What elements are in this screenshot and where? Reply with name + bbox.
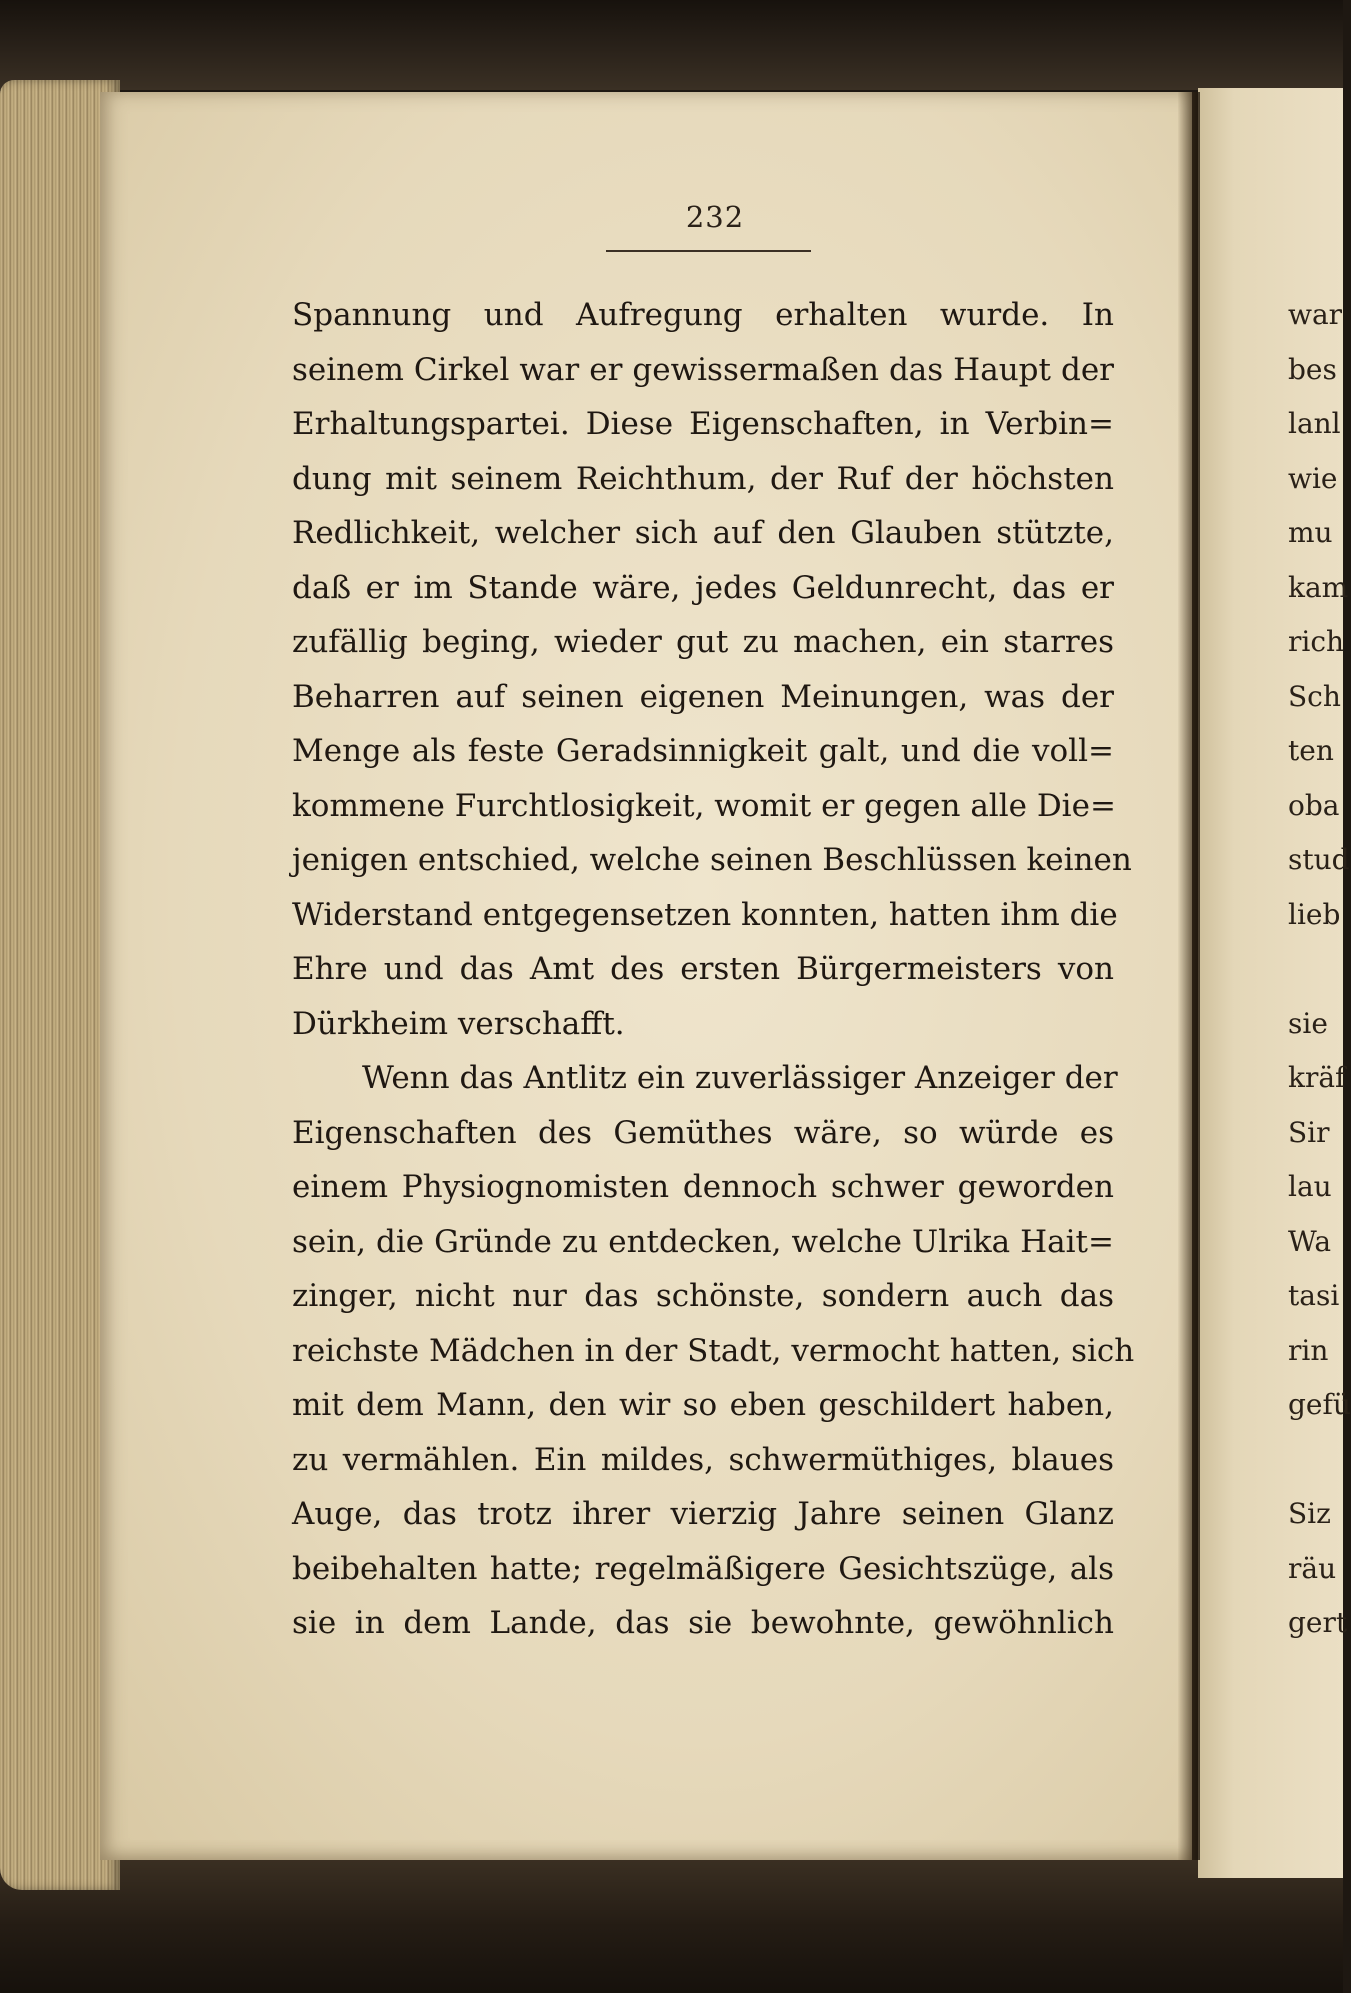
facing-fragment: lanl bbox=[1288, 407, 1341, 440]
text-line: zufällig beging, wieder gut zu machen, ein starres bbox=[292, 624, 1114, 660]
text-line: jenigen entschied, welche seinen Beschlüssen keinen bbox=[292, 842, 1132, 878]
facing-fragment: gert bbox=[1288, 1606, 1348, 1639]
text-line: daß er im Stande wäre, jedes Geldunrecht, das er bbox=[292, 569, 1114, 606]
text-line: Erhaltungspartei. Diese Eigenschaften, in Verbin= bbox=[292, 406, 1114, 442]
facing-fragment: ten bbox=[1288, 734, 1334, 767]
facing-fragment: war bbox=[1288, 298, 1343, 331]
text-line: kommene Furchtlosigkeit, womit er gegen alle Die= bbox=[292, 787, 1116, 824]
text-line: Redlichkeit, welcher sich auf den Glauben stützte, bbox=[292, 515, 1114, 551]
facing-fragment: räu bbox=[1288, 1551, 1337, 1585]
facing-fragment: rin bbox=[1288, 1333, 1329, 1367]
facing-fragment: gefü bbox=[1288, 1388, 1351, 1421]
text-line: sein, die Gründe zu entdecken, welche Ulrika Hait= bbox=[292, 1223, 1114, 1260]
facing-fragment bbox=[1288, 942, 1348, 997]
facing-page-text bbox=[1288, 288, 1351, 1651]
facing-fragment: wie bbox=[1288, 461, 1338, 495]
text-line: zinger, nicht nur das schönste, sondern auch das bbox=[292, 1278, 1114, 1314]
text-line: seinem Cirkel war er gewissermaßen das Haupt der bbox=[292, 351, 1114, 388]
text-line: Menge als feste Geradsinnigkeit galt, und die voll= bbox=[292, 733, 1114, 769]
text-line: Widerstand entgegensetzen konnten, hatten ihm die bbox=[292, 896, 1118, 933]
text-line: Wenn das Antlitz ein zuverlässiger Anzeiger der bbox=[362, 1060, 1118, 1096]
page-number: 232 bbox=[685, 200, 745, 234]
facing-fragment: Siz bbox=[1288, 1497, 1331, 1530]
facing-fragment: kräf bbox=[1288, 1061, 1346, 1094]
facing-fragment: kam bbox=[1288, 570, 1349, 604]
book-binding-bottom bbox=[0, 1860, 1343, 1993]
main-text-block bbox=[292, 288, 1135, 1651]
facing-fragment: stud bbox=[1288, 843, 1350, 876]
text-line: Dürkheim verschafft. bbox=[292, 1005, 625, 1042]
paragraph-2 bbox=[292, 1051, 1135, 1651]
header-rule bbox=[606, 250, 811, 252]
text-line: dung mit seinem Reichthum, der Ruf der höchsten bbox=[292, 460, 1114, 497]
facing-fragment: lieb bbox=[1288, 897, 1341, 931]
facing-fragment: rich bbox=[1288, 625, 1345, 658]
text-line: mit dem Mann, den wir so eben geschildert haben, bbox=[292, 1387, 1114, 1423]
facing-fragment: Wa bbox=[1288, 1224, 1332, 1258]
facing-fragment bbox=[1288, 1433, 1348, 1488]
facing-fragment: tasi bbox=[1288, 1279, 1340, 1312]
text-line: Beharren auf seinen eigenen Meinungen, was der bbox=[292, 678, 1114, 715]
paragraph-1 bbox=[292, 288, 1132, 1051]
facing-fragment: oba bbox=[1288, 788, 1340, 822]
book-binding-top bbox=[0, 0, 1343, 90]
text-line: Ehre und das Amt des ersten Bürgermeisters von bbox=[292, 951, 1114, 987]
text-line: zu vermählen. Ein mildes, schwermüthiges, blaues bbox=[292, 1441, 1114, 1478]
text-line: reichste Mädchen in der Stadt, vermocht hatten, sich bbox=[292, 1332, 1135, 1369]
facing-fragment: mu bbox=[1288, 516, 1333, 549]
text-line: Eigenschaften des Gemüthes wäre, so würde es bbox=[292, 1114, 1114, 1151]
page-gutter bbox=[1178, 92, 1200, 1860]
text-line: Auge, das trotz ihrer vierzig Jahre seinen Glanz bbox=[292, 1496, 1114, 1532]
facing-fragment: sie bbox=[1288, 1006, 1328, 1040]
text-line: Spannung und Aufregung erhalten wurde. In bbox=[292, 297, 1114, 333]
facing-fragment: lau bbox=[1288, 1170, 1332, 1203]
facing-fragment: bes bbox=[1288, 352, 1337, 386]
text-line: einem Physiognomisten dennoch schwer geworden bbox=[292, 1169, 1114, 1205]
text-line: beibehalten hatte; regelmäßigere Gesichtszüge, als bbox=[292, 1550, 1114, 1587]
text-line: sie in dem Lande, das sie bewohnte, gewöhnlich bbox=[292, 1605, 1114, 1641]
facing-fragment: Sir bbox=[1288, 1115, 1330, 1149]
facing-fragment: Sch bbox=[1288, 679, 1341, 713]
